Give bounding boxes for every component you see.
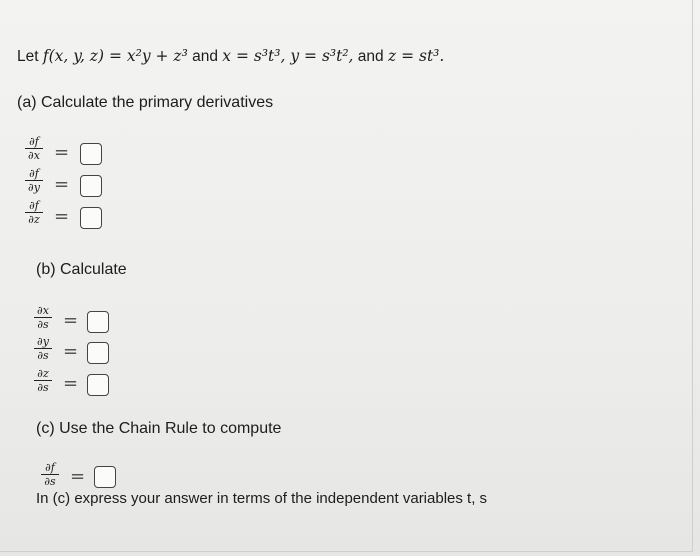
answer-input-df-dx[interactable] bbox=[80, 143, 102, 165]
equals-sign: = bbox=[70, 466, 86, 487]
fraction-numerator: ∂z bbox=[37, 367, 49, 380]
fraction-denominator: ∂s bbox=[37, 381, 49, 394]
fraction-denominator: ∂s bbox=[37, 349, 49, 362]
part-b-fraction-2 bbox=[34, 336, 52, 361]
equals-sign: = bbox=[54, 206, 70, 227]
problem-let: Let bbox=[17, 48, 39, 65]
fraction-denominator: ∂s bbox=[37, 318, 49, 331]
problem-z-def: z = st³. bbox=[387, 47, 445, 65]
fraction-numerator: ∂f bbox=[29, 199, 39, 212]
fraction-numerator: ∂y bbox=[37, 335, 49, 348]
fraction-denominator: ∂z bbox=[28, 213, 40, 226]
part-c-fraction bbox=[41, 462, 59, 487]
fraction-numerator: ∂f bbox=[29, 135, 39, 148]
answer-input-dz-ds[interactable] bbox=[87, 374, 109, 396]
fraction-denominator: ∂s bbox=[44, 475, 56, 488]
answer-input-df-dz[interactable] bbox=[80, 207, 102, 229]
answer-input-dx-ds[interactable] bbox=[87, 311, 109, 333]
equals-sign: = bbox=[63, 310, 79, 331]
answer-input-df-ds[interactable] bbox=[94, 466, 116, 488]
problem-function: f(x, y, z) = x²y + z³ bbox=[42, 47, 188, 65]
part-a-fraction-1 bbox=[25, 136, 43, 161]
part-b-fraction-3 bbox=[34, 368, 52, 393]
answer-input-dy-ds[interactable] bbox=[87, 342, 109, 364]
fraction-numerator: ∂f bbox=[29, 167, 39, 180]
part-c-instructions: In (c) express your answer in terms of the independent variables t, s bbox=[36, 490, 488, 507]
fraction-numerator: ∂x bbox=[37, 304, 49, 317]
part-b-title: (b) Calculate bbox=[36, 261, 127, 278]
answer-input-df-dy[interactable] bbox=[80, 175, 102, 197]
problem-xy-def: x = s³t³, y = s³t², bbox=[222, 47, 354, 65]
problem-and-2: and bbox=[357, 48, 384, 65]
part-a-title: (a) Calculate the primary derivatives bbox=[17, 94, 274, 111]
part-b-fraction-1 bbox=[34, 305, 52, 330]
equals-sign: = bbox=[63, 341, 79, 362]
part-a-fraction-3 bbox=[25, 200, 43, 225]
part-a-fraction-2 bbox=[25, 168, 43, 193]
equals-sign: = bbox=[54, 142, 70, 163]
equals-sign: = bbox=[54, 174, 70, 195]
part-c-title: (c) Use the Chain Rule to compute bbox=[36, 420, 282, 437]
fraction-denominator: ∂x bbox=[28, 149, 40, 162]
equals-sign: = bbox=[63, 373, 79, 394]
problem-statement bbox=[17, 47, 444, 66]
fraction-numerator: ∂f bbox=[45, 461, 55, 474]
problem-and-1: and bbox=[192, 48, 218, 65]
fraction-denominator: ∂y bbox=[28, 181, 40, 194]
